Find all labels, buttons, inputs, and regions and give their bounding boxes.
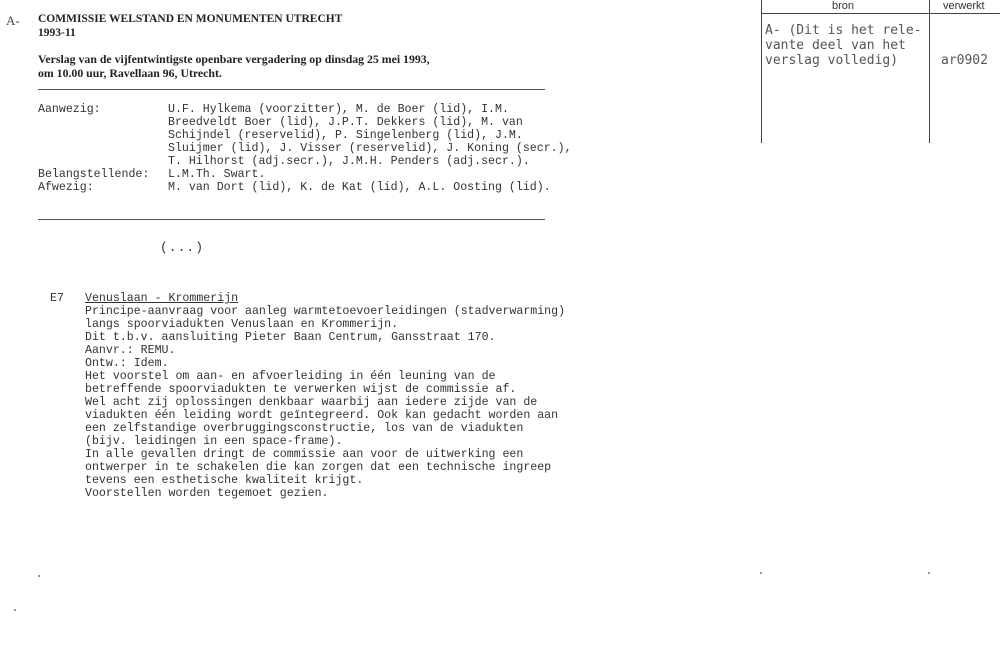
- item-line: Principe-aanvraag voor aanleg warmtetoevoerleidingen (stadverwarming): [85, 305, 566, 318]
- item-line: viadukten één leiding wordt geïntegreerd. Ook kan gedacht worden aan: [85, 409, 559, 422]
- doc-code: 1993-11: [38, 27, 76, 39]
- item-line: In alle gevallen dringt de commissie aan voor de uitwerking een: [85, 448, 524, 461]
- ellipsis: (...): [160, 240, 205, 255]
- item-line: Ontw.: Idem.: [85, 357, 169, 370]
- scan-speck: [14, 609, 16, 611]
- present-line: T. Hilhorst (adj.secr.), J.M.H. Penders (adj.secr.).: [168, 155, 530, 168]
- item-line: Wel acht zij oplossingen denkbaar waarbij aan iedere zijde van de: [85, 396, 538, 409]
- item-title: Venuslaan - Krommerijn: [85, 292, 239, 305]
- item-line: betreffende spoorviadukten te verwerken wijst de commissie af.: [85, 383, 517, 396]
- absent-value: M. van Dort (lid), K. de Kat (lid), A.L. Oosting (lid).: [168, 181, 551, 194]
- present-line: Breedveldt Boer (lid), J.P.T. Dekkers (lid), M. van: [168, 116, 523, 129]
- item-line: langs spoorviadukten Venuslaan en Krommerijn.: [85, 318, 399, 331]
- scan-speck: [928, 572, 930, 574]
- header-letter: A-: [6, 13, 20, 28]
- absent-label: Afwezig:: [38, 181, 94, 194]
- present-line: U.F. Hylkema (voorzitter), M. de Boer (lid), I.M.: [168, 103, 509, 116]
- item-line: Voorstellen worden tegemoet gezien.: [85, 487, 329, 500]
- item-number: E7: [50, 292, 64, 305]
- col-header-verwerkt: verwerkt: [943, 0, 985, 12]
- scan-speck: [38, 575, 40, 577]
- item-line: tevens een esthetische kwaliteit krijgt.: [85, 474, 364, 487]
- present-label: Aanwezig:: [38, 103, 101, 116]
- item-line: Aanvr.: REMU.: [85, 344, 176, 357]
- table-left-border: [761, 0, 762, 143]
- stakeholders-label: Belangstellende:: [38, 168, 150, 181]
- table-header-divider: [761, 13, 1000, 14]
- item-line: ontwerper in te schakelen die kan zorgen dat een technische ingreep: [85, 461, 552, 474]
- col-header-bron: bron: [832, 0, 855, 12]
- org-name: COMMISSIE WELSTAND EN MONUMENTEN UTRECHT: [38, 13, 343, 25]
- item-line: een zelfstandige overbruggingsconstructie, los van de viadukten: [85, 422, 524, 435]
- item-line: Dit t.b.v. aansluiting Pieter Baan Centrum, Gansstraat 170.: [85, 331, 496, 344]
- doc-title-line1: Verslag van de vijfentwintigste openbare vergadering op dinsdag 25 mei 1993,: [38, 52, 430, 66]
- scan-speck: [760, 572, 762, 574]
- verwerkt-value: ar0902: [941, 53, 988, 68]
- bron-note-line: vante deel van het: [765, 38, 906, 53]
- table-mid-border: [929, 0, 930, 143]
- bron-note-line: verslag volledig): [765, 53, 899, 68]
- attendance-divider: [38, 219, 545, 220]
- item-line: (bijv. leidingen in een space-frame).: [85, 435, 343, 448]
- item-line: Het voorstel om aan- en afvoerleiding in één leuning van de: [85, 370, 496, 383]
- present-line: Sluijmer (lid), J. Visser (reservelid), J. Koning (secr.),: [168, 142, 572, 155]
- doc-title-line2: om 10.00 uur, Ravellaan 96, Utrecht.: [38, 66, 222, 80]
- bron-note-line: A- (Dit is het rele-: [765, 23, 922, 38]
- stakeholders-value: L.M.Th. Swart.: [168, 168, 266, 181]
- header-divider: [38, 89, 545, 90]
- present-line: Schijndel (reservelid), P. Singelenberg (lid), J.M.: [168, 129, 523, 142]
